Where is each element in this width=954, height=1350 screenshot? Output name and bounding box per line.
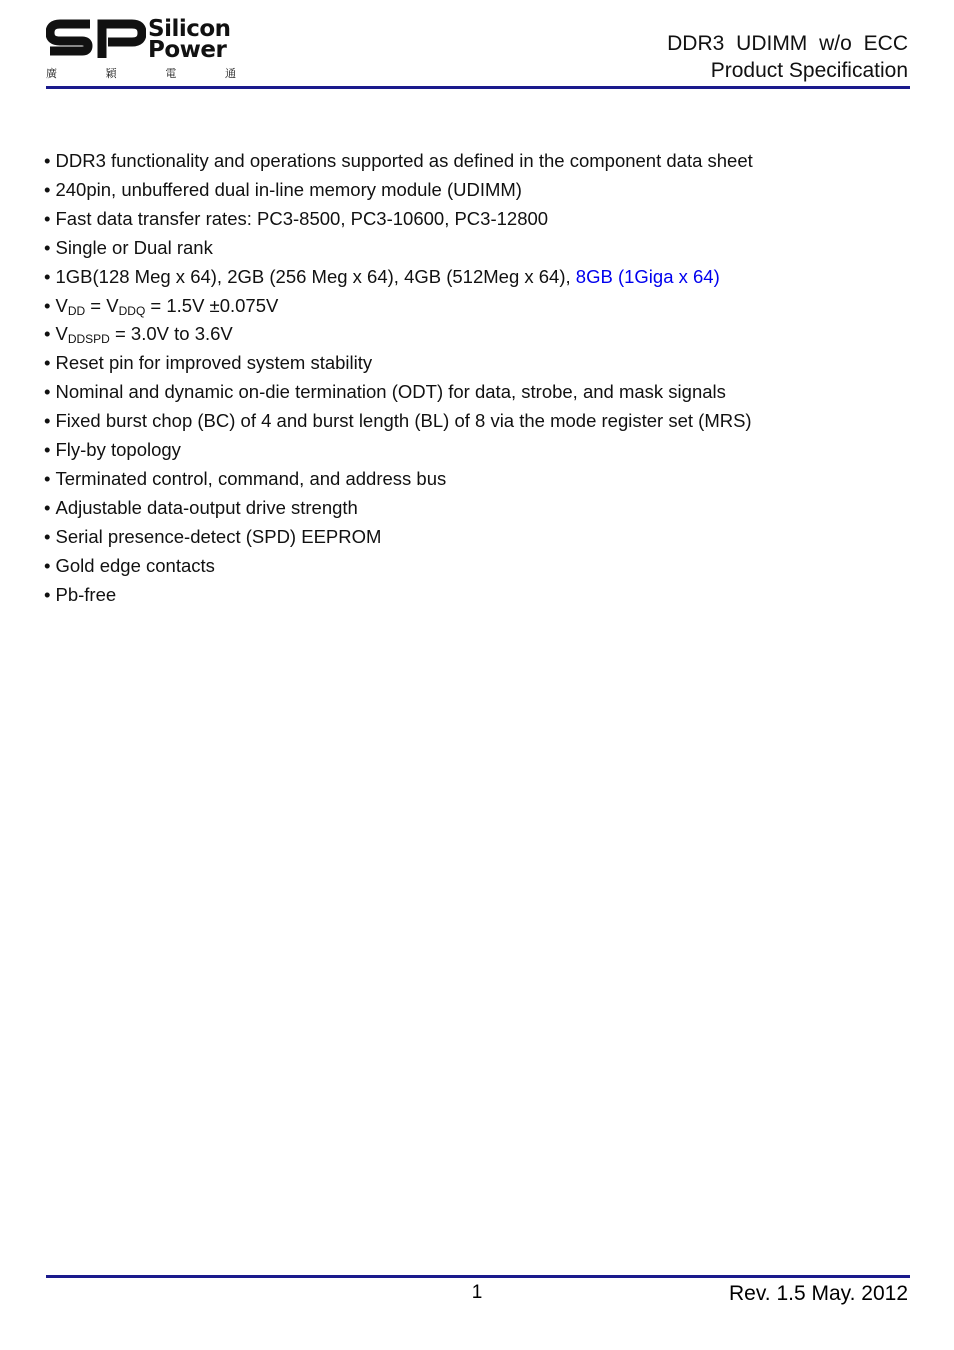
page-number: 1 [471, 1282, 483, 1303]
vddspd-symbol: V [55, 323, 68, 345]
bullet: • [44, 352, 51, 374]
feature-text: Adjustable data-output drive strength [55, 496, 358, 518]
logo-text-silicon: Silicon [148, 16, 231, 42]
vdd-value: = 1.5V ±0.075V [145, 294, 279, 316]
bullet: • [44, 583, 51, 605]
feature-item [44, 494, 753, 523]
feature-text: Serial presence-detect (SPD) EEPROM [55, 525, 382, 547]
feature-item [44, 205, 753, 234]
bullet: • [44, 525, 51, 547]
bullet: • [44, 150, 51, 171]
bullet: • [44, 178, 51, 200]
logo-chinese-name [46, 67, 236, 81]
bullet: • [44, 439, 51, 461]
feature-item [44, 523, 753, 552]
feature-item [44, 176, 753, 205]
revision-date: Rev. 1.5 May. 2012 [729, 1282, 908, 1305]
bullet: • [44, 381, 51, 403]
document-title-line1: DDR3 UDIMM w/o ECC [667, 32, 908, 55]
feature-item [44, 349, 753, 378]
feature-text: Pb-free [55, 583, 117, 605]
feature-text: Terminated control, command, and address bus [55, 467, 447, 489]
silicon-power-logo [46, 18, 236, 84]
feature-text: Fixed burst chop (BC) of 4 and burst length (BL) of 8 via the mode register set (MRS) [55, 410, 752, 432]
feature-text: DDR3 functionality and operations supported as defined in the component data sheet [55, 150, 753, 171]
vddspd-value: = 3.0V to 3.6V [109, 323, 233, 345]
feature-text: 240pin, unbuffered dual in-line memory module (UDIMM) [55, 178, 522, 200]
feature-list [44, 147, 753, 610]
logo-chinese-char: 通 [224, 67, 236, 80]
feature-text: Fast data transfer rates: PC3-8500, PC3-10600, PC3-12800 [55, 207, 549, 229]
feature-text: Gold edge contacts [55, 554, 215, 576]
feature-item [44, 465, 753, 494]
document-title [667, 30, 908, 84]
feature-text: 1GB(128 Meg x 64), 2GB (256 Meg x 64), 4GB (512Meg x 64), [55, 265, 576, 287]
bullet: • [44, 410, 51, 432]
bullet: • [44, 554, 51, 576]
logo-chinese-char: 廣 [46, 67, 57, 80]
feature-text: Fly-by topology [55, 439, 181, 461]
bullet: • [44, 323, 51, 345]
logo-chinese-char: 穎 [105, 67, 117, 80]
capacity-highlight: 8GB (1Giga x 64) [575, 265, 720, 287]
vddq-symbol: V [106, 294, 119, 316]
bullet: • [44, 496, 51, 518]
bullet: • [44, 467, 51, 489]
logo-chinese-char: 電 [165, 67, 177, 80]
bullet: • [44, 207, 51, 229]
feature-item-capacities [44, 263, 753, 292]
vddq-subscript: DDQ [118, 303, 146, 318]
vdd-equals: = [85, 294, 107, 316]
logo-text-power: Power [148, 37, 227, 63]
feature-item [44, 378, 753, 407]
document-title-line2: Product Specification [710, 59, 908, 82]
feature-text: Single or Dual rank [55, 236, 213, 258]
sp-logo-icon [46, 18, 146, 62]
feature-item-vdd [44, 292, 753, 321]
bullet: • [44, 236, 51, 258]
feature-item [44, 147, 753, 176]
feature-item [44, 234, 753, 263]
feature-item [44, 407, 753, 436]
feature-item [44, 552, 753, 581]
vddspd-subscript: DDSPD [67, 332, 110, 347]
feature-text: Nominal and dynamic on-die termination (ODT) for data, strobe, and mask signals [55, 381, 726, 403]
vdd-symbol: V [55, 294, 68, 316]
feature-item [44, 436, 753, 465]
header-divider [46, 86, 910, 89]
vdd-subscript: DD [67, 303, 86, 318]
feature-item [44, 581, 753, 610]
feature-item-vddspd [44, 320, 753, 349]
bullet: • [44, 294, 51, 316]
feature-text: Reset pin for improved system stability [55, 352, 373, 374]
bullet: • [44, 265, 51, 287]
footer-divider [46, 1275, 910, 1278]
